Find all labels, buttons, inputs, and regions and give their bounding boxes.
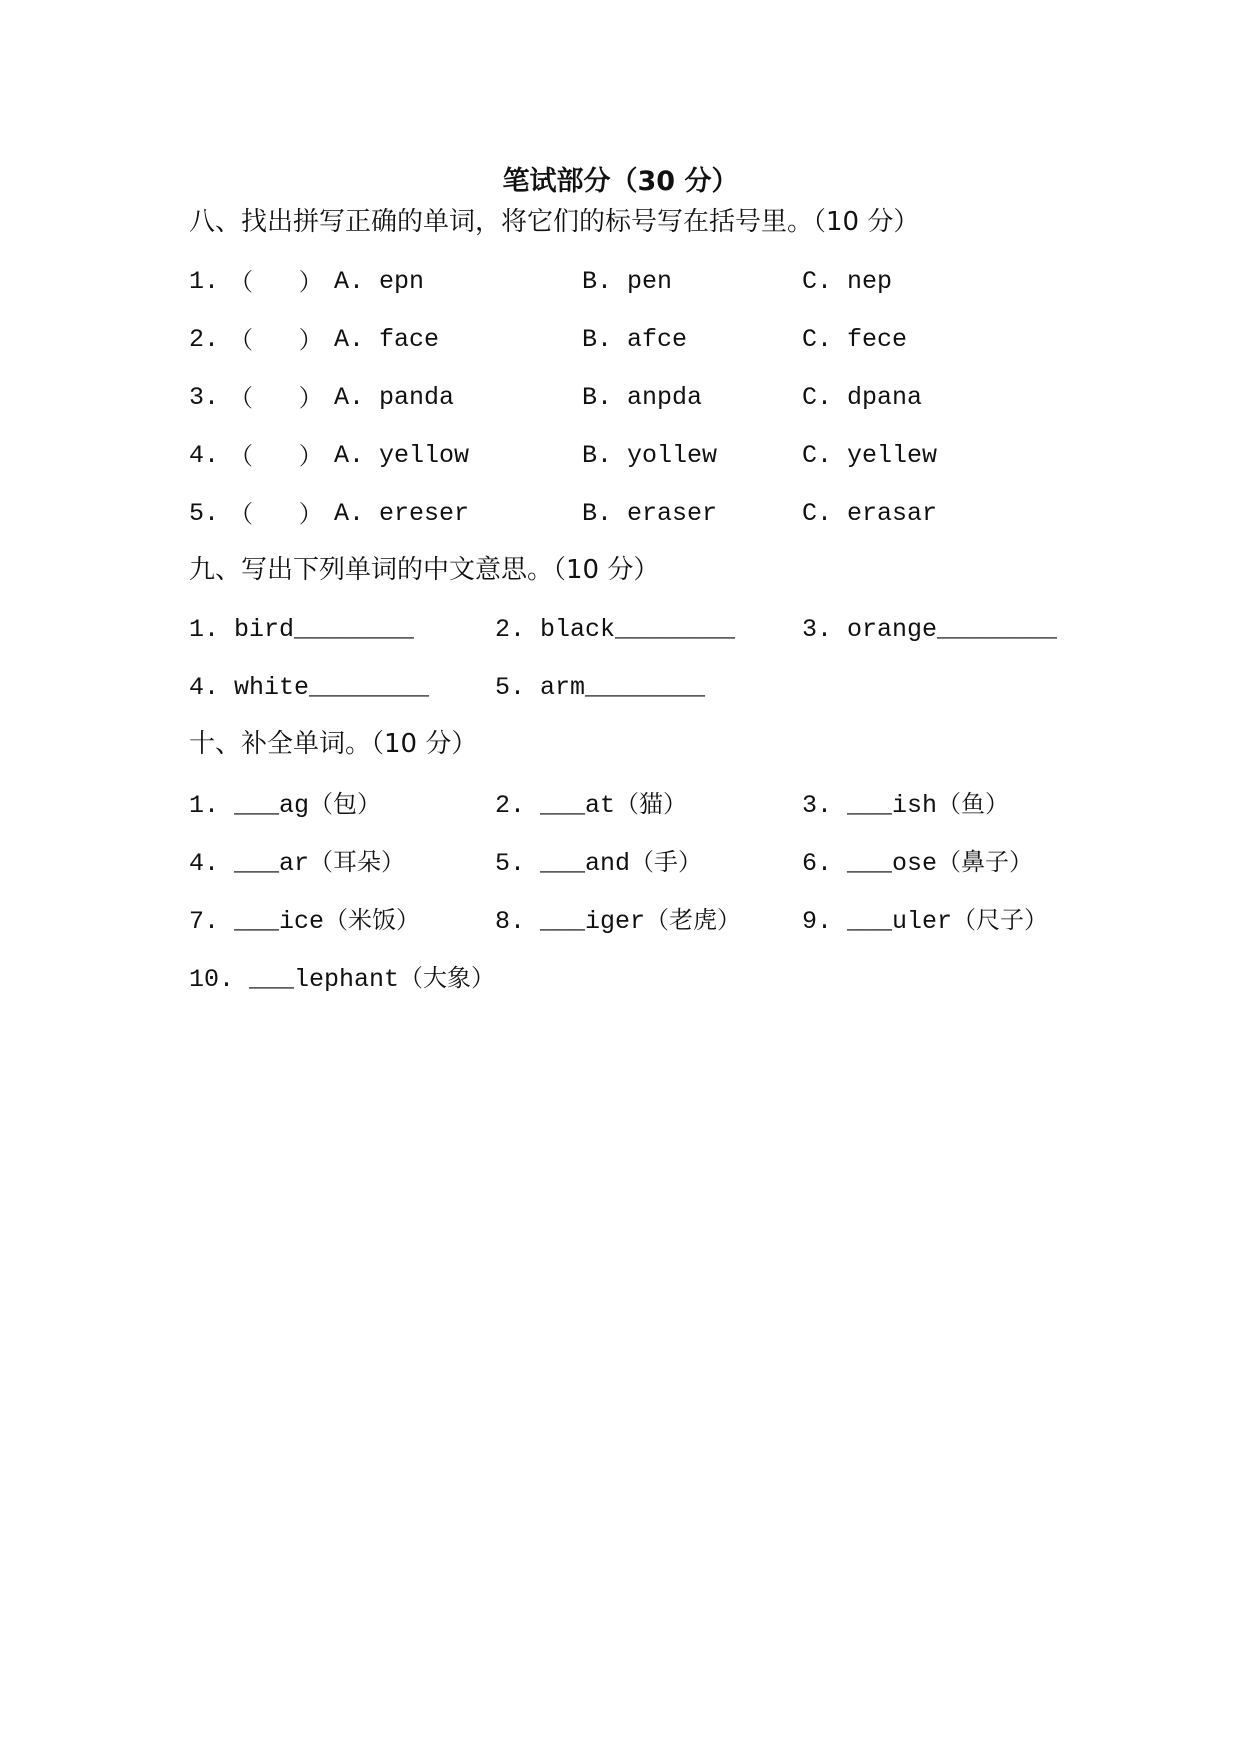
fill-hint: （耳朵） bbox=[309, 848, 406, 876]
fill-item-5 bbox=[495, 842, 702, 884]
section-8-question-1 bbox=[189, 262, 1089, 302]
answer-bracket: （ ） bbox=[229, 500, 323, 528]
fill-hint: （尺子） bbox=[952, 906, 1049, 934]
fill-item-2 bbox=[495, 784, 687, 826]
fill-hint: （鱼） bbox=[937, 790, 1010, 818]
option-b: B. anpda bbox=[582, 383, 703, 412]
fill-item-6 bbox=[802, 842, 1033, 884]
fill-item-7 bbox=[189, 900, 420, 942]
question-number: 3. bbox=[189, 383, 220, 412]
fill-hint: （米饭） bbox=[324, 906, 421, 934]
question-number: 5. bbox=[189, 499, 220, 528]
fill-word: 9. ___uler bbox=[802, 907, 953, 936]
section-8-question-4 bbox=[189, 436, 1089, 476]
section-9-row-2 bbox=[189, 668, 1089, 708]
option-c: C. nep bbox=[802, 267, 893, 296]
fill-hint: （猫） bbox=[615, 790, 688, 818]
fill-item-10 bbox=[189, 958, 495, 1000]
page-title: 笔试部分（30 分） bbox=[502, 166, 739, 197]
fill-hint: （老虎） bbox=[645, 906, 742, 934]
section-8-heading: 八、找出拼写正确的单词，将它们的标号写在括号里。（10 分） bbox=[189, 207, 920, 237]
translation-item-5: 5. arm________ bbox=[495, 673, 706, 702]
answer-bracket: （ ） bbox=[229, 442, 323, 470]
option-b: B. yollew bbox=[582, 441, 718, 470]
option-c: C. dpana bbox=[802, 383, 923, 412]
fill-hint: （鼻子） bbox=[937, 848, 1034, 876]
fill-item-8 bbox=[495, 900, 741, 942]
answer-bracket: （ ） bbox=[229, 326, 323, 354]
translation-item-3: 3. orange________ bbox=[802, 615, 1058, 644]
question-number: 4. bbox=[189, 441, 220, 470]
option-a: A. panda bbox=[334, 383, 455, 412]
translation-item-2: 2. black________ bbox=[495, 615, 736, 644]
fill-item-3 bbox=[802, 784, 1009, 826]
section-9-heading: 九、写出下列单词的中文意思。（10 分） bbox=[189, 555, 660, 585]
fill-word: 2. ___at bbox=[495, 791, 616, 820]
fill-word: 6. ___ose bbox=[802, 849, 938, 878]
option-a: A. yellow bbox=[334, 441, 470, 470]
fill-word: 5. ___and bbox=[495, 849, 631, 878]
fill-hint: （包） bbox=[309, 790, 382, 818]
option-c: C. yellew bbox=[802, 441, 938, 470]
option-b: B. afce bbox=[582, 325, 688, 354]
answer-bracket: （ ） bbox=[229, 268, 323, 296]
section-10-row-1 bbox=[189, 784, 1089, 824]
option-c: C. fece bbox=[802, 325, 908, 354]
section-8-question-5 bbox=[189, 494, 1089, 534]
fill-word: 7. ___ice bbox=[189, 907, 325, 936]
question-number: 1. bbox=[189, 267, 220, 296]
question-number: 2. bbox=[189, 325, 220, 354]
option-b: B. pen bbox=[582, 267, 673, 296]
fill-item-1 bbox=[189, 784, 381, 826]
section-10-row-2 bbox=[189, 842, 1089, 882]
section-9-row-1 bbox=[189, 610, 1089, 650]
fill-item-9 bbox=[802, 900, 1048, 942]
option-b: B. eraser bbox=[582, 499, 718, 528]
translation-item-1: 1. bird________ bbox=[189, 615, 415, 644]
answer-bracket: （ ） bbox=[229, 384, 323, 412]
option-a: A. epn bbox=[334, 267, 425, 296]
section-10-row-4 bbox=[189, 958, 1089, 998]
option-c: C. erasar bbox=[802, 499, 938, 528]
option-a: A. ereser bbox=[334, 499, 470, 528]
section-8-question-2 bbox=[189, 320, 1089, 360]
option-a: A. face bbox=[334, 325, 440, 354]
fill-hint: （大象） bbox=[399, 964, 496, 992]
section-10-row-3 bbox=[189, 900, 1089, 940]
fill-hint: （手） bbox=[630, 848, 703, 876]
fill-word: 10. ___lephant bbox=[189, 965, 400, 994]
section-8-question-3 bbox=[189, 378, 1089, 418]
fill-item-4 bbox=[189, 842, 405, 884]
fill-word: 3. ___ish bbox=[802, 791, 938, 820]
fill-word: 1. ___ag bbox=[189, 791, 310, 820]
fill-word: 4. ___ar bbox=[189, 849, 310, 878]
fill-word: 8. ___iger bbox=[495, 907, 646, 936]
translation-item-4: 4. white________ bbox=[189, 673, 430, 702]
section-10-heading: 十、补全单词。（10 分） bbox=[189, 729, 478, 759]
